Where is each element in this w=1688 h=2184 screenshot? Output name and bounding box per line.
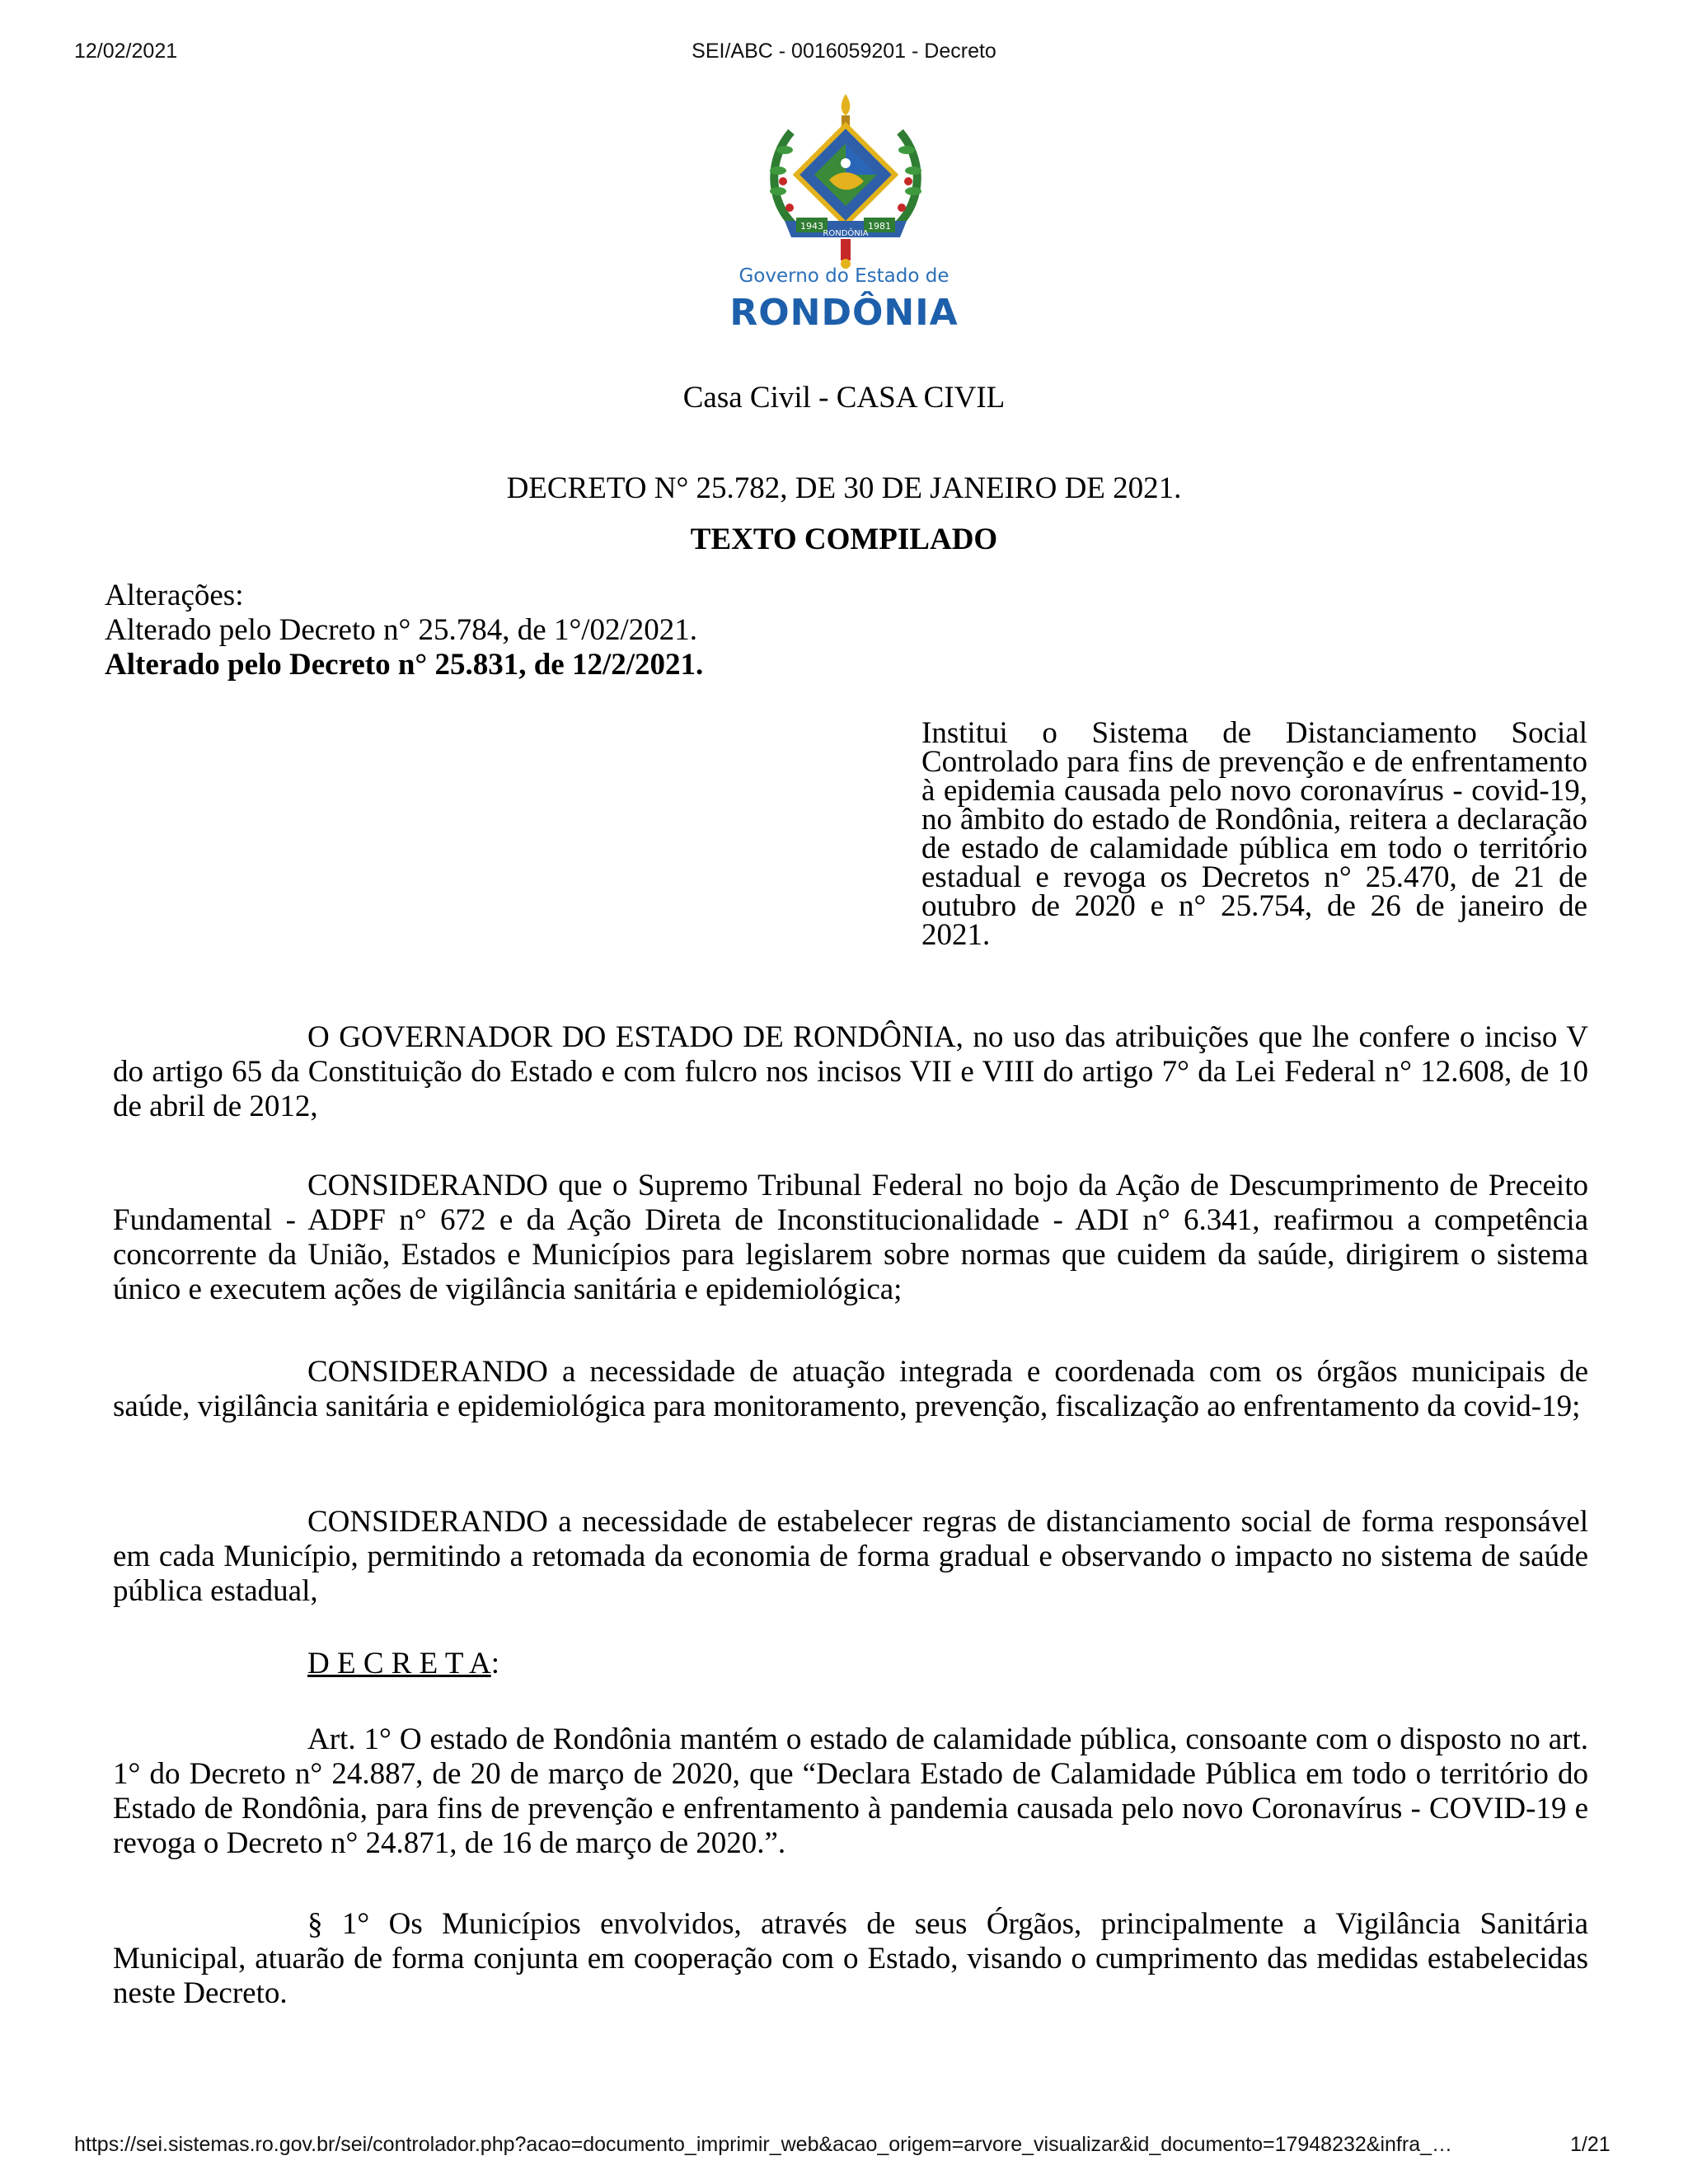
compiled-text-label: TEXTO COMPILADO [690,523,998,556]
brand-subtitle: Governo do Estado de [738,265,950,287]
sector-line: Casa Civil - CASA CIVIL [682,381,1006,415]
changes-block [105,579,1011,682]
page-number: 1/21 [1570,2133,1611,2156]
ementa: Institui o Sistema de Distanciamento Social Controlado para fins de prevenção e de enfrentamento à epidemia causada pelo novo coronavírus - covid-19, no âmbito do estado de Rondônia, reitera a declaração de estado de calamidade pública em todo o território estadual e revoga os Decretos n° 25.470, de 21 de outubro de 2020 e n° 25.754, de 26 de janeiro de 2021. [921,716,1587,952]
svg-text:1943: 1943 [800,221,823,232]
svg-text:1981: 1981 [868,221,891,232]
print-date: 12/02/2021 [74,40,178,63]
print-title: SEI/ABC - 0016059201 - Decreto [692,40,996,63]
article-1: Art. 1° O estado de Rondônia mantém o estado de calamidade pública, consoante com o disposto no art. 1° do Decreto n° 24.887, de 20 de março de 2020, que “Declara Estado de Calamidade Pública em todo o território do Estado de Rondônia, para fins de prevenção e enfrentamento à pandemia causada pelo novo Coronavírus - COVID-19 e revoga o Decreto n° 24.871, de 16 de março de 2020.”. [113,1722,1588,1860]
article-1-paragraph-1: § 1° Os Municípios envolvidos, através de seus Órgãos, principalmente a Vigilância Sanitária Municipal, atuarão de forma conjunta em cooperação com o Estado, visando o cumprimento das medidas estabelecidas neste Decreto. [113,1907,1588,2010]
changes-heading: Alterações: [105,579,244,612]
considerando-paragraph: CONSIDERANDO a necessidade de atuação integrada e coordenada com os órgãos municipais de saúde, vigilância sanitária e epidemiológica para monitoramento, prevenção, fiscalização ao enfrentamento da covid-19; [113,1355,1588,1423]
decreta-heading [307,1647,499,1681]
governor-paragraph: O GOVERNADOR DO ESTADO DE RONDÔNIA, no uso das atribuições que lhe confere o inciso V do artigo 65 da Constituição do Estado e com fulcro nos incisos VII e VIII do artigo 7° da Lei Federal n° 12.608, de 10 de abril de 2012, [113,1020,1588,1123]
svg-text:RONDÔNIA: RONDÔNIA [823,229,869,238]
considerando-paragraph: CONSIDERANDO que o Supremo Tribunal Federal no bojo da Ação de Descumprimento de Preceito Fundamental - ADPF n° 672 e da Ação Direta de Inconstitucionalidade - ADI n° 6.341, reafirmou a competência concorrente da União, Estados e Municípios para legislarem sobre normas que cuidem da saúde, dirigirem o sistema único e executem ações de vigilância sanitária e epidemiológica; [113,1169,1588,1306]
decreta-colon: : [490,1647,500,1680]
considerando-paragraph: CONSIDERANDO a necessidade de estabelecer regras de distanciamento social de forma responsável em cada Município, permitindo a retomada da economia de forma gradual e observando o impacto no sistema de saúde pública estadual, [113,1505,1588,1608]
change-item: Alterado pelo Decreto n° 25.784, de 1°/02/2021. [105,613,698,647]
state-seal-icon [760,92,931,274]
print-url: https://sei.sistemas.ro.gov.br/sei/controlador.php?acao=documento_imprimir_web&acao_origem=arvore_visualizar&id_documento=17948232&infra_… [74,2133,1453,2156]
decree-title: DECRETO N° 25.782, DE 30 DE JANEIRO DE 2021. [506,471,1182,505]
decreta-letters: D E C R E T A [307,1647,491,1680]
change-item: Alterado pelo Decreto n° 25.831, de 12/2/2021. [105,648,704,682]
brand-name: RONDÔNIA [729,292,959,334]
